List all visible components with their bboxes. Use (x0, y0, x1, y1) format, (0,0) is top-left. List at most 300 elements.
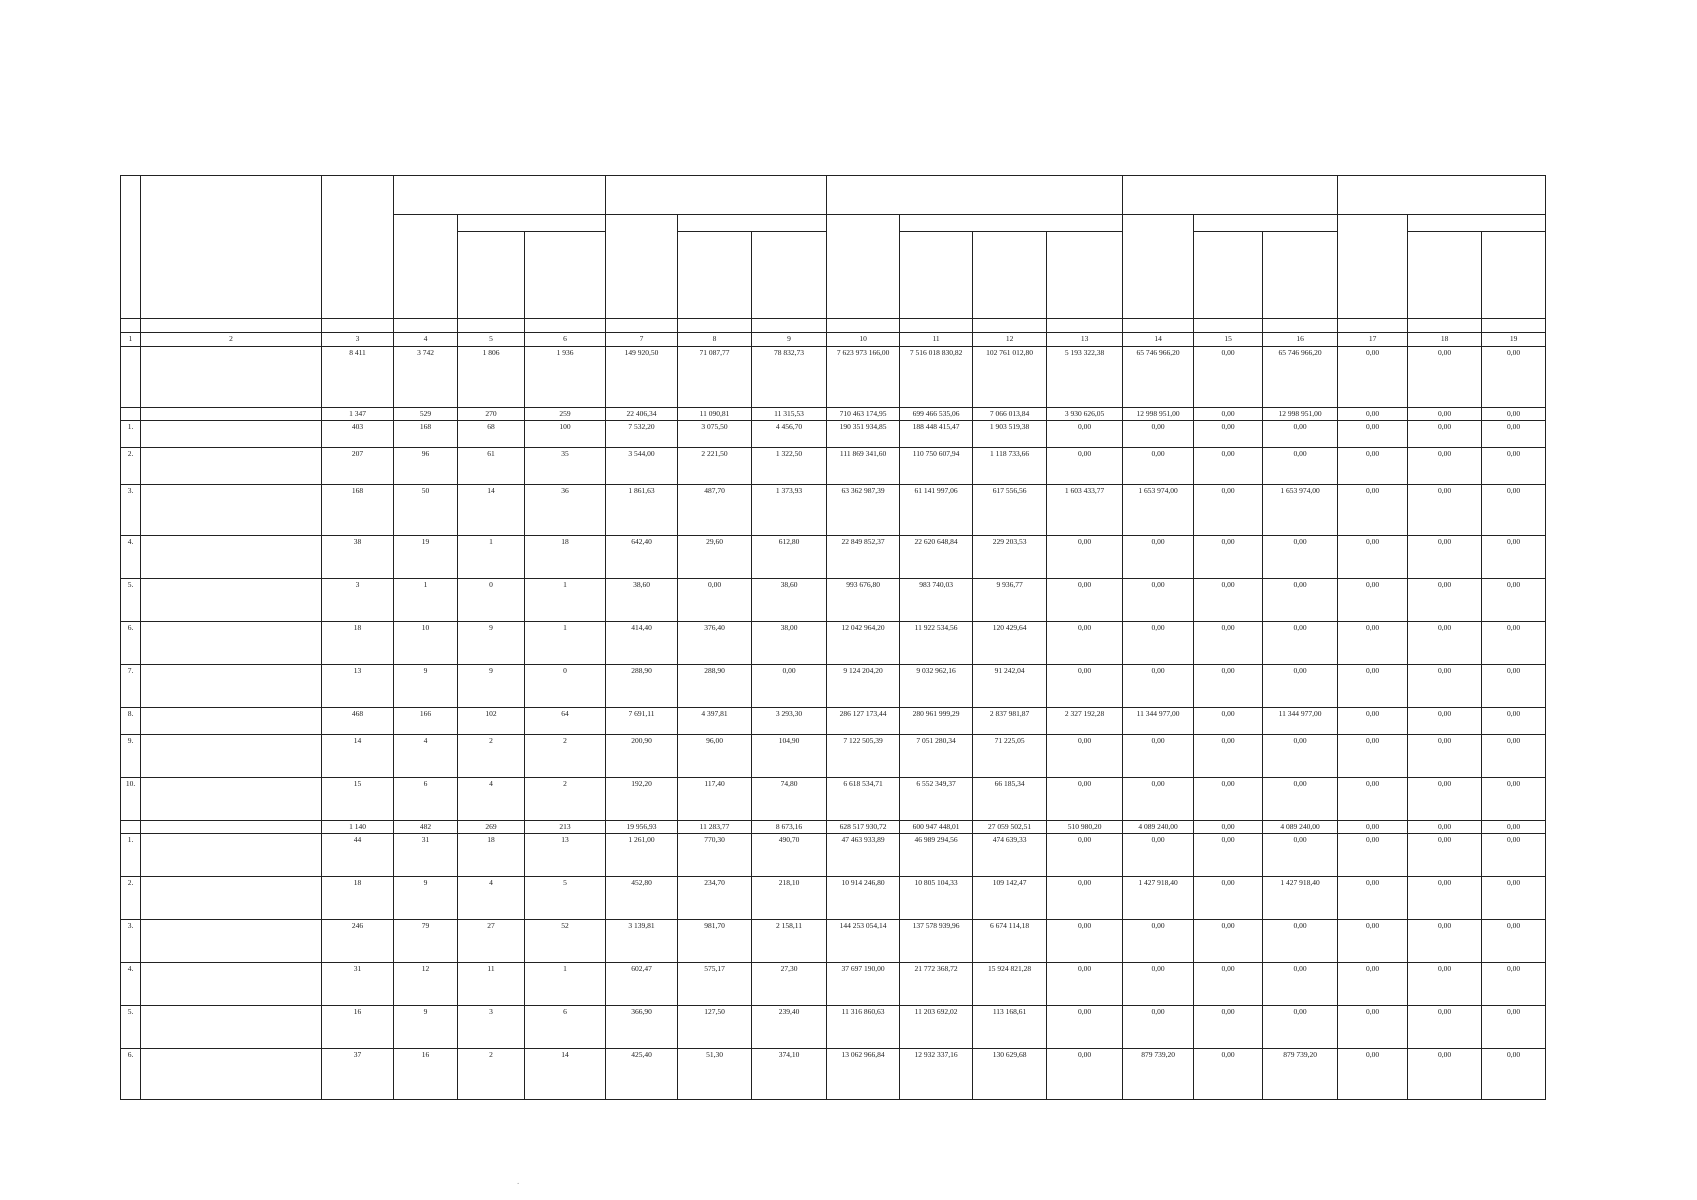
value-cell-col-16: 0,00 (1263, 963, 1338, 1006)
value-cell-col-7: 414,40 (606, 622, 678, 665)
column-number: 9 (752, 333, 827, 347)
unit-cell (1194, 319, 1263, 333)
value-cell-col-4: 166 (394, 708, 458, 735)
column-number: 8 (678, 333, 752, 347)
row-number: 2. (121, 877, 141, 920)
value-cell-col-4: 9 (394, 1006, 458, 1049)
value-cell-col-4: 31 (394, 834, 458, 877)
value-cell-col-9: 239,40 (752, 1006, 827, 1049)
value-cell-col-6: 52 (525, 920, 606, 963)
unit-cell (678, 319, 752, 333)
value-cell-col-13: 5 193 322,38 (1047, 347, 1123, 408)
value-cell-col-11: 7 051 280,34 (900, 735, 973, 778)
value-cell-col-18: 0,00 (1408, 778, 1482, 821)
value-cell-col-5: 14 (458, 485, 525, 536)
value-cell-col-8: 2 221,50 (678, 448, 752, 485)
value-cell-col-9: 2 158,11 (752, 920, 827, 963)
value-cell-col-10: 10 914 246,80 (827, 877, 900, 920)
value-cell-col-10: 144 253 054,14 (827, 920, 900, 963)
value-cell-col-10: 190 351 934,85 (827, 421, 900, 448)
value-cell-col-11: 280 961 999,29 (900, 708, 973, 735)
value-cell-col-6: 259 (525, 408, 606, 421)
value-cell-col-10: 37 697 190,00 (827, 963, 900, 1006)
value-cell-col-12: 102 761 012,80 (973, 347, 1047, 408)
value-cell-col-12: 9 936,77 (973, 579, 1047, 622)
value-cell-col-18: 0,00 (1408, 622, 1482, 665)
unit-cell (827, 319, 900, 333)
value-cell-col-4: 168 (394, 421, 458, 448)
column-number: 16 (1263, 333, 1338, 347)
value-cell-col-5: 18 (458, 834, 525, 877)
value-cell-col-17: 0,00 (1338, 834, 1408, 877)
value-cell-col-6: 6 (525, 1006, 606, 1049)
municipality-name (141, 963, 322, 1006)
value-cell-col-12: 229 203,53 (973, 536, 1047, 579)
value-cell-col-8: 117,40 (678, 778, 752, 821)
value-cell-col-15: 0,00 (1194, 485, 1263, 536)
municipality-name (141, 778, 322, 821)
value-cell-col-15: 0,00 (1194, 834, 1263, 877)
value-cell-col-4: 6 (394, 778, 458, 821)
value-cell-col-3: 18 (322, 622, 394, 665)
value-cell-col-10: 710 463 174,95 (827, 408, 900, 421)
value-cell-col-19: 0,00 (1482, 778, 1546, 821)
value-cell-col-5: 68 (458, 421, 525, 448)
value-cell-col-11: 600 947 448,01 (900, 821, 973, 834)
value-cell-col-9: 104,90 (752, 735, 827, 778)
value-cell-col-13: 0,00 (1047, 920, 1123, 963)
value-cell-col-8: 376,40 (678, 622, 752, 665)
value-cell-col-10: 11 316 860,63 (827, 1006, 900, 1049)
value-cell-col-16: 1 427 918,40 (1263, 877, 1338, 920)
value-cell-col-11: 110 750 607,94 (900, 448, 973, 485)
value-cell-col-3: 13 (322, 665, 394, 708)
value-cell-col-18: 0,00 (1408, 1049, 1482, 1100)
value-cell-col-16: 11 344 977,00 (1263, 708, 1338, 735)
economy-free-fund-header (1263, 232, 1338, 319)
value-cell-col-12: 66 185,34 (973, 778, 1047, 821)
value-cell-col-9: 27,30 (752, 963, 827, 1006)
value-cell-col-5: 3 (458, 1006, 525, 1049)
value-cell-col-13: 0,00 (1047, 448, 1123, 485)
value-cell-col-17: 0,00 (1338, 735, 1408, 778)
value-cell-col-15: 0,00 (1194, 821, 1263, 834)
value-cell-col-8: 71 087,77 (678, 347, 752, 408)
value-cell-col-3: 246 (322, 920, 394, 963)
value-cell-col-17: 0,00 (1338, 963, 1408, 1006)
row-number: 7. (121, 665, 141, 708)
value-cell-col-7: 3 544,00 (606, 448, 678, 485)
economy-contract-header (1194, 232, 1263, 319)
sources-total-header (827, 215, 900, 319)
value-cell-col-17: 0,00 (1338, 1006, 1408, 1049)
row-number: 8. (121, 708, 141, 735)
table-row (121, 920, 1546, 963)
value-cell-col-18: 0,00 (1408, 579, 1482, 622)
value-cell-col-6: 1 (525, 579, 606, 622)
sources-incl-header (900, 215, 1123, 232)
program-total-row (121, 347, 1546, 408)
column-number: 17 (1338, 333, 1408, 347)
value-cell-col-3: 8 411 (322, 347, 394, 408)
local-source-header (1047, 232, 1123, 319)
value-cell-col-3: 168 (322, 485, 394, 536)
unit-cell (752, 319, 827, 333)
value-cell-col-7: 452,80 (606, 877, 678, 920)
value-cell-col-14: 0,00 (1123, 421, 1194, 448)
value-cell-col-3: 15 (322, 778, 394, 821)
row-number: 3. (121, 920, 141, 963)
value-cell-col-4: 9 (394, 665, 458, 708)
value-cell-col-12: 15 924 821,28 (973, 963, 1047, 1006)
value-cell-col-13: 0,00 (1047, 1006, 1123, 1049)
dwellings-incl-header (458, 215, 606, 232)
value-cell-col-7: 192,20 (606, 778, 678, 821)
column-number: 10 (827, 333, 900, 347)
value-cell-col-14: 0,00 (1123, 622, 1194, 665)
economy-incl-header (1194, 215, 1338, 232)
value-cell-col-11: 21 772 368,72 (900, 963, 973, 1006)
value-cell-col-6: 213 (525, 821, 606, 834)
col-municipality-header (141, 176, 322, 319)
col-residents-header (322, 176, 394, 319)
value-cell-col-5: 61 (458, 448, 525, 485)
table-row (121, 963, 1546, 1006)
value-cell-col-3: 44 (322, 834, 394, 877)
value-cell-col-15: 0,00 (1194, 408, 1263, 421)
row-number: 5. (121, 1006, 141, 1049)
value-cell-col-13: 3 930 626,05 (1047, 408, 1123, 421)
stage-2020-row (121, 821, 1546, 834)
value-cell-col-11: 983 740,03 (900, 579, 973, 622)
value-cell-col-7: 1 261,00 (606, 834, 678, 877)
value-cell-col-19: 0,00 (1482, 708, 1546, 735)
value-cell-col-12: 120 429,64 (973, 622, 1047, 665)
value-cell-col-6: 18 (525, 536, 606, 579)
value-cell-col-18: 0,00 (1408, 963, 1482, 1006)
value-cell-col-14: 4 089 240,00 (1123, 821, 1194, 834)
value-cell-col-9: 78 832,73 (752, 347, 827, 408)
value-cell-col-15: 0,00 (1194, 735, 1263, 778)
value-cell-col-18: 0,00 (1408, 536, 1482, 579)
value-cell-col-11: 11 922 534,56 (900, 622, 973, 665)
municipality-name (141, 421, 322, 448)
value-cell-col-16: 0,00 (1263, 421, 1338, 448)
municipality-name (141, 821, 322, 834)
value-cell-col-6: 1 (525, 622, 606, 665)
value-cell-col-18: 0,00 (1408, 834, 1482, 877)
value-cell-col-19: 0,00 (1482, 920, 1546, 963)
value-cell-col-6: 14 (525, 1049, 606, 1100)
value-cell-col-17: 0,00 (1338, 579, 1408, 622)
value-cell-col-4: 4 (394, 735, 458, 778)
dwellings-total-header (394, 215, 458, 319)
value-cell-col-15: 0,00 (1194, 347, 1263, 408)
value-cell-col-9: 4 456,70 (752, 421, 827, 448)
value-cell-col-15: 0,00 (1194, 778, 1263, 821)
row-number: 3. (121, 485, 141, 536)
value-cell-col-19: 0,00 (1482, 448, 1546, 485)
area-group-header (606, 176, 827, 215)
value-cell-col-17: 0,00 (1338, 778, 1408, 821)
value-cell-col-5: 1 806 (458, 347, 525, 408)
value-cell-col-11: 11 203 692,02 (900, 1006, 973, 1049)
value-cell-col-18: 0,00 (1408, 735, 1482, 778)
unit-cell (458, 319, 525, 333)
value-cell-col-7: 1 861,63 (606, 485, 678, 536)
value-cell-col-14: 11 344 977,00 (1123, 708, 1194, 735)
value-cell-col-5: 2 (458, 735, 525, 778)
value-cell-col-8: 487,70 (678, 485, 752, 536)
value-cell-col-18: 0,00 (1408, 920, 1482, 963)
value-cell-col-16: 879 739,20 (1263, 1049, 1338, 1100)
value-cell-col-18: 0,00 (1408, 485, 1482, 536)
municipality-name (141, 1049, 322, 1100)
value-cell-col-17: 0,00 (1338, 485, 1408, 536)
value-cell-col-17: 0,00 (1338, 821, 1408, 834)
value-cell-col-11: 12 932 337,16 (900, 1049, 973, 1100)
value-cell-col-17: 0,00 (1338, 421, 1408, 448)
fund-source-header (900, 232, 973, 319)
value-cell-col-14: 12 998 951,00 (1123, 408, 1194, 421)
column-number: 14 (1123, 333, 1194, 347)
value-cell-col-17: 0,00 (1338, 536, 1408, 579)
value-cell-col-13: 0,00 (1047, 665, 1123, 708)
value-cell-col-18: 0,00 (1408, 877, 1482, 920)
value-cell-col-3: 207 (322, 448, 394, 485)
table-row (121, 536, 1546, 579)
municipality-name (141, 834, 322, 877)
column-number: 15 (1194, 333, 1263, 347)
value-cell-col-8: 0,00 (678, 579, 752, 622)
table-row (121, 485, 1546, 536)
unit-cell (322, 319, 394, 333)
value-cell-col-7: 642,40 (606, 536, 678, 579)
value-cell-col-19: 0,00 (1482, 408, 1546, 421)
value-cell-col-3: 3 (322, 579, 394, 622)
area-total-header (606, 215, 678, 319)
unit-cell (1338, 319, 1408, 333)
value-cell-col-5: 2 (458, 1049, 525, 1100)
value-cell-col-4: 96 (394, 448, 458, 485)
municipality-name (141, 485, 322, 536)
value-cell-col-3: 1 140 (322, 821, 394, 834)
value-cell-col-3: 37 (322, 1049, 394, 1100)
value-cell-col-6: 1 936 (525, 347, 606, 408)
value-cell-col-5: 102 (458, 708, 525, 735)
value-cell-col-6: 5 (525, 877, 606, 920)
row-number: 4. (121, 536, 141, 579)
value-cell-col-14: 0,00 (1123, 963, 1194, 1006)
value-cell-col-12: 71 225,05 (973, 735, 1047, 778)
table-row (121, 778, 1546, 821)
reference-economy-header (1123, 176, 1338, 215)
value-cell-col-12: 617 556,56 (973, 485, 1047, 536)
value-cell-col-14: 879 739,20 (1123, 1049, 1194, 1100)
value-cell-col-11: 46 989 294,56 (900, 834, 973, 877)
value-cell-col-16: 0,00 (1263, 1006, 1338, 1049)
unit-cell (1047, 319, 1123, 333)
column-number: 7 (606, 333, 678, 347)
row-number: 4. (121, 963, 141, 1006)
value-cell-col-16: 0,00 (1263, 834, 1338, 877)
value-cell-col-12: 27 059 502,51 (973, 821, 1047, 834)
value-cell-col-11: 7 516 018 830,82 (900, 347, 973, 408)
value-cell-col-14: 65 746 966,20 (1123, 347, 1194, 408)
value-cell-col-18: 0,00 (1408, 448, 1482, 485)
value-cell-col-8: 770,30 (678, 834, 752, 877)
value-cell-col-19: 0,00 (1482, 421, 1546, 448)
scan-stray-mark: . (517, 1176, 520, 1186)
value-cell-col-8: 11 090,81 (678, 408, 752, 421)
value-cell-col-15: 0,00 (1194, 1006, 1263, 1049)
value-cell-col-15: 0,00 (1194, 665, 1263, 708)
value-cell-col-4: 16 (394, 1049, 458, 1100)
value-cell-col-4: 9 (394, 877, 458, 920)
value-cell-col-7: 7 691,11 (606, 708, 678, 735)
value-cell-col-17: 0,00 (1338, 877, 1408, 920)
value-cell-col-19: 0,00 (1482, 347, 1546, 408)
unit-cell (1482, 319, 1546, 333)
value-cell-col-19: 0,00 (1482, 579, 1546, 622)
value-cell-col-15: 0,00 (1194, 708, 1263, 735)
value-cell-col-19: 0,00 (1482, 877, 1546, 920)
value-cell-col-17: 0,00 (1338, 708, 1408, 735)
stage-2019-row (121, 408, 1546, 421)
value-cell-col-5: 4 (458, 778, 525, 821)
value-cell-col-14: 0,00 (1123, 579, 1194, 622)
value-cell-col-15: 0,00 (1194, 963, 1263, 1006)
value-cell-col-17: 0,00 (1338, 1049, 1408, 1100)
value-cell-col-9: 74,80 (752, 778, 827, 821)
table-row (121, 622, 1546, 665)
value-cell-col-4: 10 (394, 622, 458, 665)
value-cell-col-12: 2 837 981,87 (973, 708, 1047, 735)
value-cell-col-3: 38 (322, 536, 394, 579)
unit-cell (525, 319, 606, 333)
value-cell-col-17: 0,00 (1338, 448, 1408, 485)
table-row (121, 579, 1546, 622)
value-cell-col-9: 490,70 (752, 834, 827, 877)
value-cell-col-16: 0,00 (1263, 778, 1338, 821)
value-cell-col-5: 1 (458, 536, 525, 579)
unit-cell (121, 319, 141, 333)
value-cell-col-11: 61 141 997,06 (900, 485, 973, 536)
dwellings-group-header (394, 176, 606, 215)
table-row (121, 448, 1546, 485)
value-cell-col-17: 0,00 (1338, 347, 1408, 408)
value-cell-col-13: 0,00 (1047, 1049, 1123, 1100)
table-row (121, 421, 1546, 448)
value-cell-col-14: 0,00 (1123, 778, 1194, 821)
value-cell-col-10: 993 676,80 (827, 579, 900, 622)
value-cell-col-10: 6 618 534,71 (827, 778, 900, 821)
row-number (121, 347, 141, 408)
area-municipal-header (752, 232, 827, 319)
value-cell-col-19: 0,00 (1482, 834, 1546, 877)
value-cell-col-13: 0,00 (1047, 622, 1123, 665)
value-cell-col-6: 35 (525, 448, 606, 485)
value-cell-col-16: 12 998 951,00 (1263, 408, 1338, 421)
value-cell-col-6: 13 (525, 834, 606, 877)
value-cell-col-13: 0,00 (1047, 421, 1123, 448)
value-cell-col-6: 0 (525, 665, 606, 708)
value-cell-col-16: 0,00 (1263, 579, 1338, 622)
value-cell-col-12: 109 142,47 (973, 877, 1047, 920)
value-cell-col-14: 0,00 (1123, 448, 1194, 485)
value-cell-col-13: 0,00 (1047, 877, 1123, 920)
value-cell-col-14: 0,00 (1123, 834, 1194, 877)
value-cell-col-16: 0,00 (1263, 920, 1338, 963)
value-cell-col-15: 0,00 (1194, 448, 1263, 485)
value-cell-col-19: 0,00 (1482, 665, 1546, 708)
value-cell-col-18: 0,00 (1408, 421, 1482, 448)
value-cell-col-6: 36 (525, 485, 606, 536)
value-cell-col-8: 51,30 (678, 1049, 752, 1100)
row-number: 10. (121, 778, 141, 821)
value-cell-col-5: 269 (458, 821, 525, 834)
value-cell-col-10: 22 849 852,37 (827, 536, 900, 579)
municipality-name (141, 708, 322, 735)
value-cell-col-17: 0,00 (1338, 408, 1408, 421)
value-cell-col-11: 10 805 104,33 (900, 877, 973, 920)
value-cell-col-9: 1 373,93 (752, 485, 827, 536)
value-cell-col-16: 4 089 240,00 (1263, 821, 1338, 834)
value-cell-col-7: 149 920,50 (606, 347, 678, 408)
row-number: 1. (121, 834, 141, 877)
value-cell-col-6: 100 (525, 421, 606, 448)
column-number: 3 (322, 333, 394, 347)
value-cell-col-9: 38,00 (752, 622, 827, 665)
value-cell-col-4: 529 (394, 408, 458, 421)
value-cell-col-17: 0,00 (1338, 622, 1408, 665)
value-cell-col-13: 2 327 192,28 (1047, 708, 1123, 735)
municipality-name (141, 408, 322, 421)
value-cell-col-14: 1 427 918,40 (1123, 877, 1194, 920)
column-number: 6 (525, 333, 606, 347)
value-cell-col-19: 0,00 (1482, 735, 1546, 778)
value-cell-col-17: 0,00 (1338, 920, 1408, 963)
value-cell-col-18: 0,00 (1408, 821, 1482, 834)
value-cell-col-5: 9 (458, 622, 525, 665)
municipality-name (141, 877, 322, 920)
value-cell-col-19: 0,00 (1482, 963, 1546, 1006)
value-cell-col-5: 11 (458, 963, 525, 1006)
value-cell-col-5: 0 (458, 579, 525, 622)
compensation-others-header (1482, 232, 1546, 319)
municipality-name (141, 735, 322, 778)
area-incl-header (678, 215, 827, 232)
col-num-header (121, 176, 141, 319)
municipality-name (141, 448, 322, 485)
value-cell-col-7: 7 532,20 (606, 421, 678, 448)
column-numbers-row (121, 333, 1546, 347)
value-cell-col-16: 0,00 (1263, 622, 1338, 665)
value-cell-col-10: 286 127 173,44 (827, 708, 900, 735)
value-cell-col-14: 1 653 974,00 (1123, 485, 1194, 536)
value-cell-col-13: 510 980,20 (1047, 821, 1123, 834)
value-cell-col-10: 9 124 204,20 (827, 665, 900, 708)
value-cell-col-11: 22 620 648,84 (900, 536, 973, 579)
value-cell-col-14: 0,00 (1123, 735, 1194, 778)
value-cell-col-11: 6 552 349,37 (900, 778, 973, 821)
municipality-name (141, 579, 322, 622)
value-cell-col-7: 38,60 (606, 579, 678, 622)
value-cell-col-14: 0,00 (1123, 920, 1194, 963)
value-cell-col-15: 0,00 (1194, 920, 1263, 963)
compensation-incl-header (1408, 215, 1546, 232)
value-cell-col-8: 11 283,77 (678, 821, 752, 834)
